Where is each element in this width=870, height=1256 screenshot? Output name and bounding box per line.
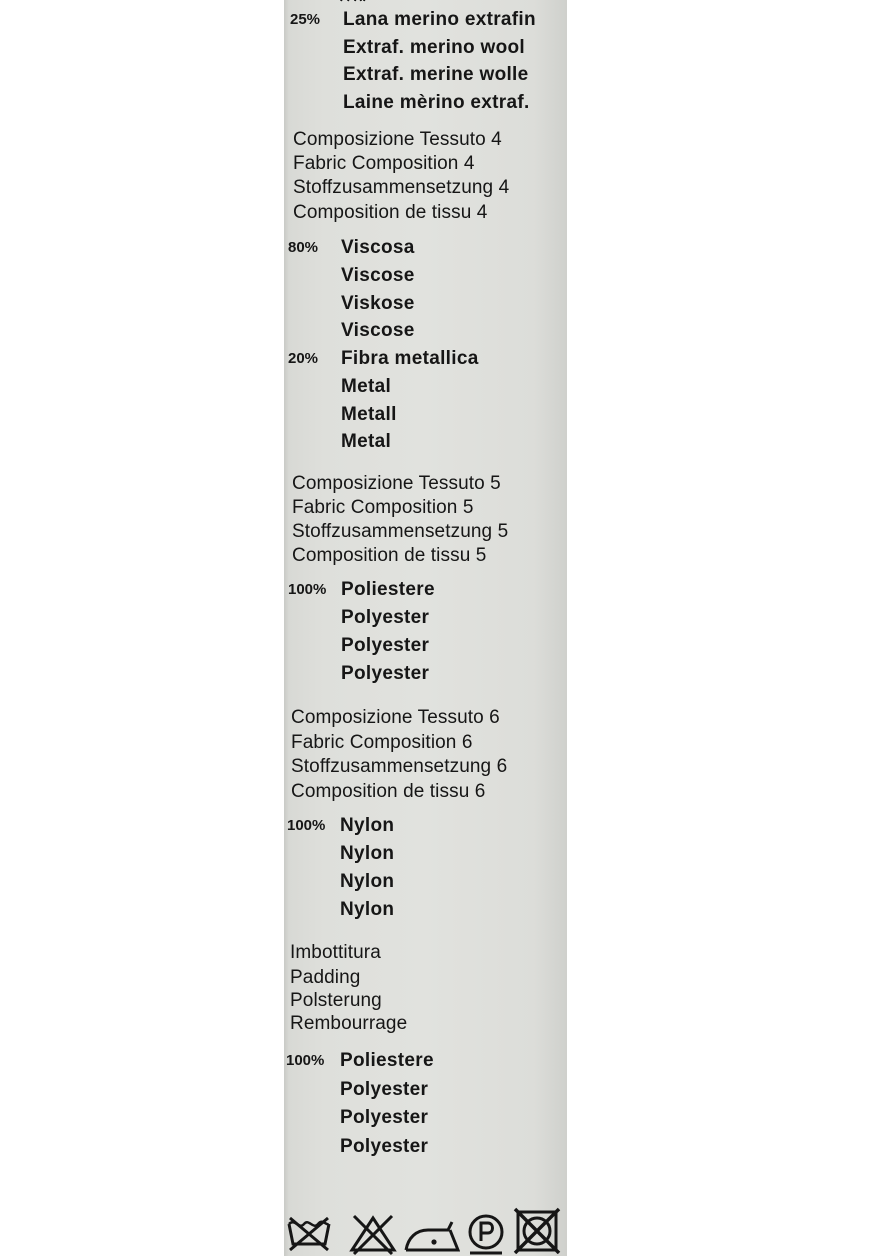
fiber-name: Polyester	[341, 663, 430, 684]
composition-header-line: Composizione Tessuto 5	[292, 473, 501, 494]
fiber-name: Extraf. merino wool	[343, 37, 526, 58]
fiber-name: Metal	[341, 431, 392, 452]
composition-header-line: Fabric Composition 6	[291, 732, 473, 753]
fiber-name: Viscosa	[341, 237, 415, 258]
fiber-percentage: 100%	[286, 1052, 325, 1069]
composition-header-line: Composition de tissu 5	[292, 545, 487, 566]
composition-header-line: Composizione Tessuto 4	[293, 129, 502, 150]
composition-header-line: Fabric Composition 5	[292, 497, 474, 518]
fiber-name: Laine mèrino extraf.	[343, 92, 530, 113]
fiber-percentage: 100%	[288, 581, 327, 598]
do-not-bleach-icon	[348, 1212, 398, 1256]
care-symbols-row	[284, 1200, 567, 1256]
fiber-name: Lana merino extrafin	[343, 9, 536, 30]
fiber-name: Nylon	[340, 843, 395, 864]
dry-clean-p-icon	[464, 1212, 508, 1256]
composition-header-line: Imbottitura	[290, 942, 381, 963]
fiber-name: Viskose	[341, 293, 415, 314]
fiber-name: Nylon	[340, 815, 395, 836]
composition-header-line: Composizione Tessuto 6	[291, 707, 500, 728]
composition-header-line: Rembourrage	[290, 1013, 408, 1034]
composition-header-line: Padding	[290, 967, 361, 988]
composition-header-line: Stoffzusammensetzung 5	[292, 521, 509, 542]
fiber-percentage: 100%	[287, 817, 326, 834]
fiber-name: Polyester	[340, 1107, 429, 1128]
fiber-name: Viscose	[341, 265, 415, 286]
composition-header-line: Composition de tissu 6	[291, 781, 486, 802]
do-not-tumble-dry-icon	[512, 1206, 562, 1254]
composition-header-line: Stoffzusammensetzung 6	[291, 756, 508, 777]
fiber-name: Metal	[341, 376, 392, 397]
cut-off-text-fragment	[340, 0, 370, 2]
fiber-name: Nylon	[340, 899, 395, 920]
fiber-name: Extraf. merine wolle	[343, 64, 529, 85]
iron-low-heat-icon	[402, 1216, 460, 1256]
fiber-name: Nylon	[340, 871, 395, 892]
fiber-name: Fibra metallica	[341, 348, 479, 369]
composition-header-line: Stoffzusammensetzung 4	[293, 177, 510, 198]
fiber-name: Polyester	[340, 1136, 429, 1157]
fiber-percentage: 20%	[288, 350, 319, 367]
composition-header-line: Polsterung	[290, 990, 382, 1011]
composition-header-line: Fabric Composition 4	[293, 153, 475, 174]
fiber-name: Polyester	[341, 607, 430, 628]
fabric-care-label	[284, 0, 567, 1256]
composition-header-line: Composition de tissu 4	[293, 202, 488, 223]
fiber-percentage: 80%	[288, 239, 319, 256]
fiber-name: Polyester	[341, 635, 430, 656]
fiber-name: Viscose	[341, 320, 415, 341]
fiber-name: Poliestere	[341, 579, 435, 600]
fiber-name: Poliestere	[340, 1050, 434, 1071]
do-not-wash-icon	[286, 1214, 332, 1254]
fiber-percentage: 25%	[290, 11, 321, 28]
fiber-name: Metall	[341, 404, 397, 425]
fiber-name: Polyester	[340, 1079, 429, 1100]
